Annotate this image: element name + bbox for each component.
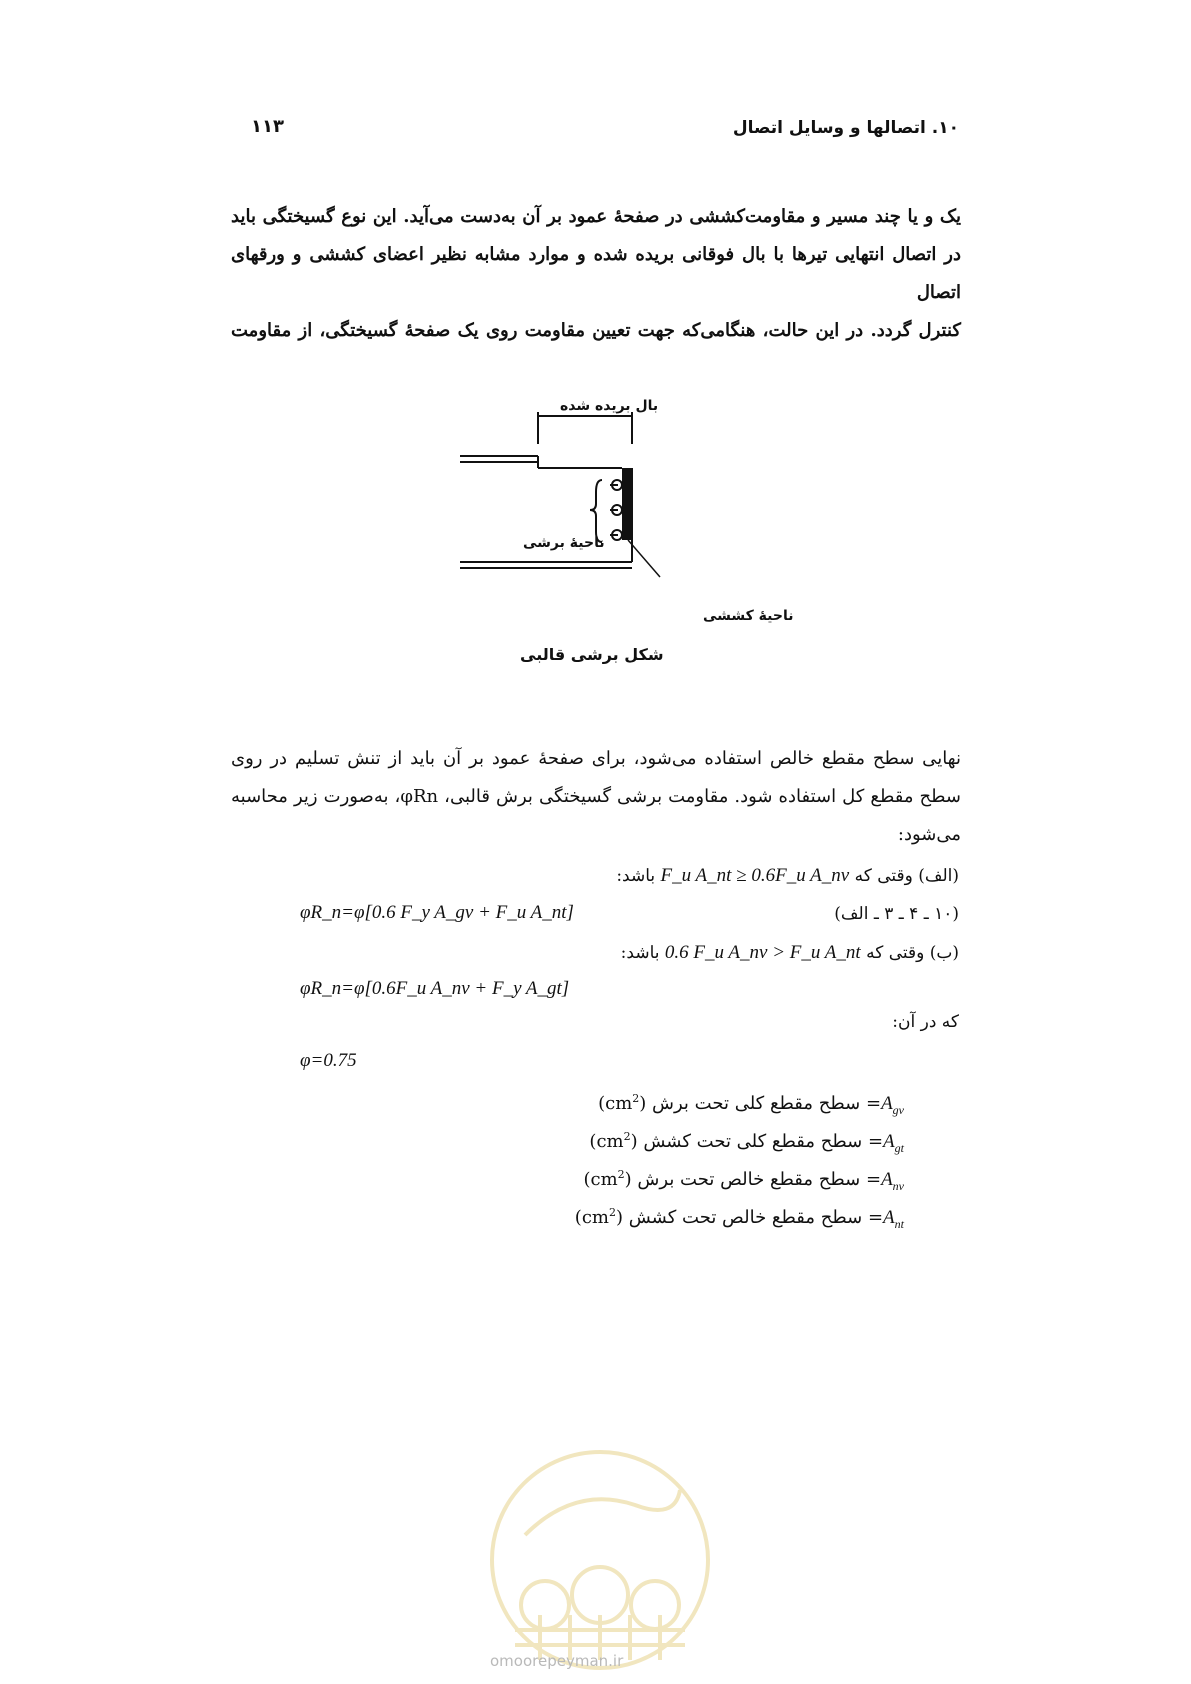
definition-equals: = <box>867 1131 884 1152</box>
end-plate <box>622 468 632 540</box>
case-a-suffix: باشد: <box>616 866 656 886</box>
paragraph-line: سطح مقطع کل استفاده شود. مقاومت برشی گسیختگی برش قالبی، φRn، به‌صورت زیر محاسبه <box>231 786 961 807</box>
definition-text: سطح مقطع کلی تحت برش <box>652 1093 861 1114</box>
definition-symbol: $A_{nt}$ <box>883 1207 904 1231</box>
case-b-label: (ب) وقتی که <box>866 943 959 963</box>
case-b-line <box>621 942 959 964</box>
bolt-shank <box>610 509 618 511</box>
paragraph-intro <box>231 198 961 350</box>
paragraph-line: در اتصال انتهایی تیرها با بال فوقانی بریده شده و موارد مشابه نظیر اعضای کششی و ورقهای اتصال <box>231 244 961 303</box>
definition-symbol: $A_{gt}$ <box>883 1131 904 1155</box>
definition-unit: $(cm^2)$ <box>589 1130 638 1152</box>
watermark-logo <box>485 1445 715 1675</box>
chapter-title: ۱۰. اتصالها و وسایل اتصال <box>732 118 959 138</box>
definition-text: سطح مقطع خالص تحت برش <box>637 1169 861 1190</box>
definition-row <box>575 1206 904 1244</box>
definition-equals: = <box>865 1093 882 1114</box>
definition-row <box>575 1168 904 1206</box>
page-number: ۱۱۳ <box>251 116 284 137</box>
definition-equals: = <box>865 1169 882 1190</box>
shear-zone-label: ناحیهٔ برشی <box>523 535 605 551</box>
case-a-formula: φR_n=φ[0.6 F_y A_gv + F_u A_nt] <box>300 902 574 923</box>
definition-unit: $(cm^2)$ <box>598 1092 647 1114</box>
where-label: که در آن: <box>892 1012 959 1032</box>
case-b-suffix: باشد: <box>620 943 660 963</box>
watermark-url: omoorepeyman.ir <box>490 1652 624 1670</box>
definition-symbol: $A_{gv}$ <box>881 1093 904 1117</box>
paragraph-line: می‌شود: <box>897 824 961 845</box>
cut-flange-label: بال بریده شده <box>560 398 659 414</box>
case-a-condition: F_u A_nt ≥ 0.6F_u A_nv <box>660 865 850 886</box>
case-b-formula: φR_n=φ[0.6F_u A_nv + F_y A_gt] <box>300 978 570 999</box>
paragraph-line: کنترل گردد. در این حالت، هنگامی‌که جهت تعیین مقاومت روی یک صفحهٔ گسیختگی، از مقاومت <box>231 320 961 341</box>
paragraph-line: یک و یا چند مسیر و مقاومت‌کششی در صفحهٔ عمود بر آن به‌دست می‌آید. این نوع گسیختگی باید <box>231 206 961 227</box>
definition-text: سطح مقطع کلی تحت کشش <box>643 1131 863 1152</box>
definition-text: سطح مقطع خالص تحت کشش <box>628 1207 863 1228</box>
figure-caption: شکل برشی قالبی <box>520 645 664 664</box>
bolt-shank <box>610 534 618 536</box>
shear-zone-brace <box>590 480 602 542</box>
bolt-shank <box>610 484 618 486</box>
paragraph-block-shear <box>231 740 961 854</box>
case-b-condition: 0.6 F_u A_nv > F_u A_nt <box>664 942 861 963</box>
case-a-label: (الف) وقتی که <box>854 866 959 886</box>
case-a-equation-number: (۱۰ ـ ۴ ـ ۳ ـ الف) <box>834 904 959 924</box>
definition-unit: $(cm^2)$ <box>574 1206 623 1228</box>
phi-value: φ=0.75 <box>300 1050 357 1071</box>
paragraph-line: نهایی سطح مقطع خالص استفاده می‌شود، برای صفحهٔ عمود بر آن باید از تنش تسلیم در روی <box>231 748 961 769</box>
definition-row <box>575 1130 904 1168</box>
definition-symbol: $A_{nv}$ <box>881 1169 904 1193</box>
definition-equals: = <box>867 1207 884 1228</box>
definition-row <box>575 1092 904 1130</box>
case-a-line <box>616 865 959 887</box>
definition-unit: $(cm^2)$ <box>583 1168 632 1190</box>
tension-zone-label: ناحیهٔ کششی <box>703 608 794 624</box>
definitions-list <box>575 1092 904 1244</box>
